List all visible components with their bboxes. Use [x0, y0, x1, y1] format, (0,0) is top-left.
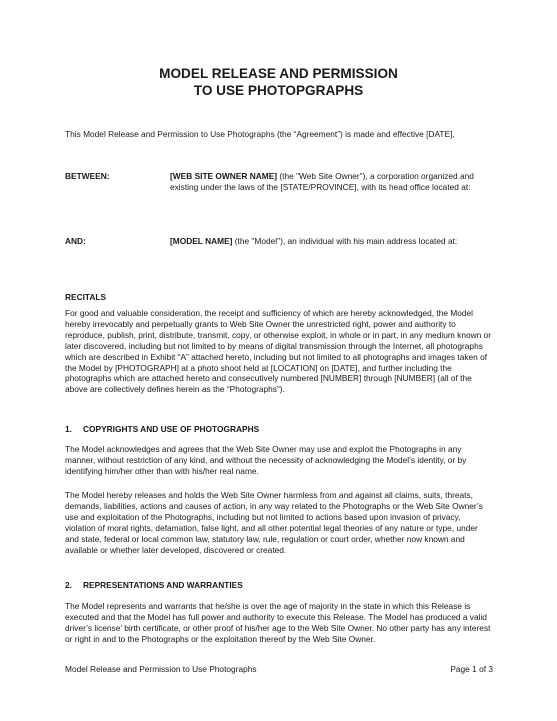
- section-2-number: 2.: [65, 580, 72, 590]
- recitals-paragraph: For good and valuable consideration, the receipt and sufficiency of which are hereby acknowledged, the Model hereby irrevocably and perpetually grants to Web Site Owner the unrestricted right, power and authority to reproduce, publish, print, distribute, transmit, copy, or otherwise exploit, in whole or in part, in any medium known or later discovered, including but not limited to by means of digital transmission through the Internet, all photographs which are described in Exhibit “A” attached hereto, including but not limited to all photographs and images taken of the Model by [PHOTOGRAPH] at a photo shoot held at [LOCATION] on [DATE], and further including the photographs which are attached hereto and consecutively numbered [NUMBER] through [NUMBER] (all of the above are collectively defines herein as the “Photographs”).: [65, 308, 492, 395]
- section-1-paragraph-1: The Model acknowledges and agrees that the Web Site Owner may use and exploit the Photographs in any manner, without restriction of any kind, and without the necessity of acknowledging the Model’s identity, or by identifying him/her other than with his/her real name.: [65, 444, 467, 476]
- section-1-number: 1.: [65, 424, 72, 434]
- recitals-heading: RECITALS: [65, 292, 107, 302]
- intro-paragraph: This Model Release and Permission to Use Photographs (the “Agreement”) is made and effective [DATE],: [65, 129, 455, 139]
- section-1-heading: [65, 424, 259, 435]
- between-party: [170, 171, 498, 193]
- title-line-1: MODEL RELEASE AND PERMISSION: [159, 66, 398, 81]
- footer-document-title: Model Release and Permission to Use Photographs: [65, 664, 257, 674]
- and-party-text: (the "Model"), an individual with his main address located at:: [232, 236, 458, 246]
- between-party-text: (the "Web Site Owner"), a corporation organized and existing under the laws of the [STATE/PROVINCE], with its head office located at:: [170, 171, 474, 192]
- section-2-paragraph-1: The Model represents and warrants that he/she is over the age of majority in the state in which this Release is executed and that the Model has full power and authority to execute this Release. The Model has produced a valid driver’s license’ birth certificate, or other proof of his/her age to the Web Site Owner. No other party has any interest or right in and to the Photographs or the exploitation thereof by the Web Site Owner.: [65, 601, 491, 644]
- and-party: [170, 236, 498, 247]
- section-2-title: REPRESENTATIONS AND WARRANTIES: [83, 580, 243, 590]
- between-label: BETWEEN:: [65, 171, 110, 181]
- section-2-heading: [65, 580, 243, 591]
- model-name: [MODEL NAME]: [170, 236, 233, 246]
- page-footer: [65, 664, 493, 675]
- section-1-paragraph-2: The Model hereby releases and holds the Web Site Owner harmless from and against all claims, suits, threats, demands, liabilities, actions and causes of action, in any way related to the Photographs or the Web Site Owner’s use and exploitation of the Photographs, including but not limited to actions based upon invasion of privacy, violation of moral rights, defamation, false light, and all other potential legal theories of any nature or type, under and state, federal or local common law, statutory law, rule, regulation or court order, whether now known and available or whether later developed, discovered or created.: [65, 490, 483, 555]
- document-title: [40, 66, 517, 99]
- footer-page-number: Page 1 of 3: [450, 664, 493, 674]
- title-line-2: TO USE PHOTOPGRAPHS: [193, 82, 364, 98]
- section-1-title: COPYRIGHTS AND USE OF PHOTOGRAPHS: [83, 424, 260, 434]
- and-label: AND:: [65, 236, 86, 246]
- web-site-owner-name: [WEB SITE OWNER NAME]: [170, 171, 278, 181]
